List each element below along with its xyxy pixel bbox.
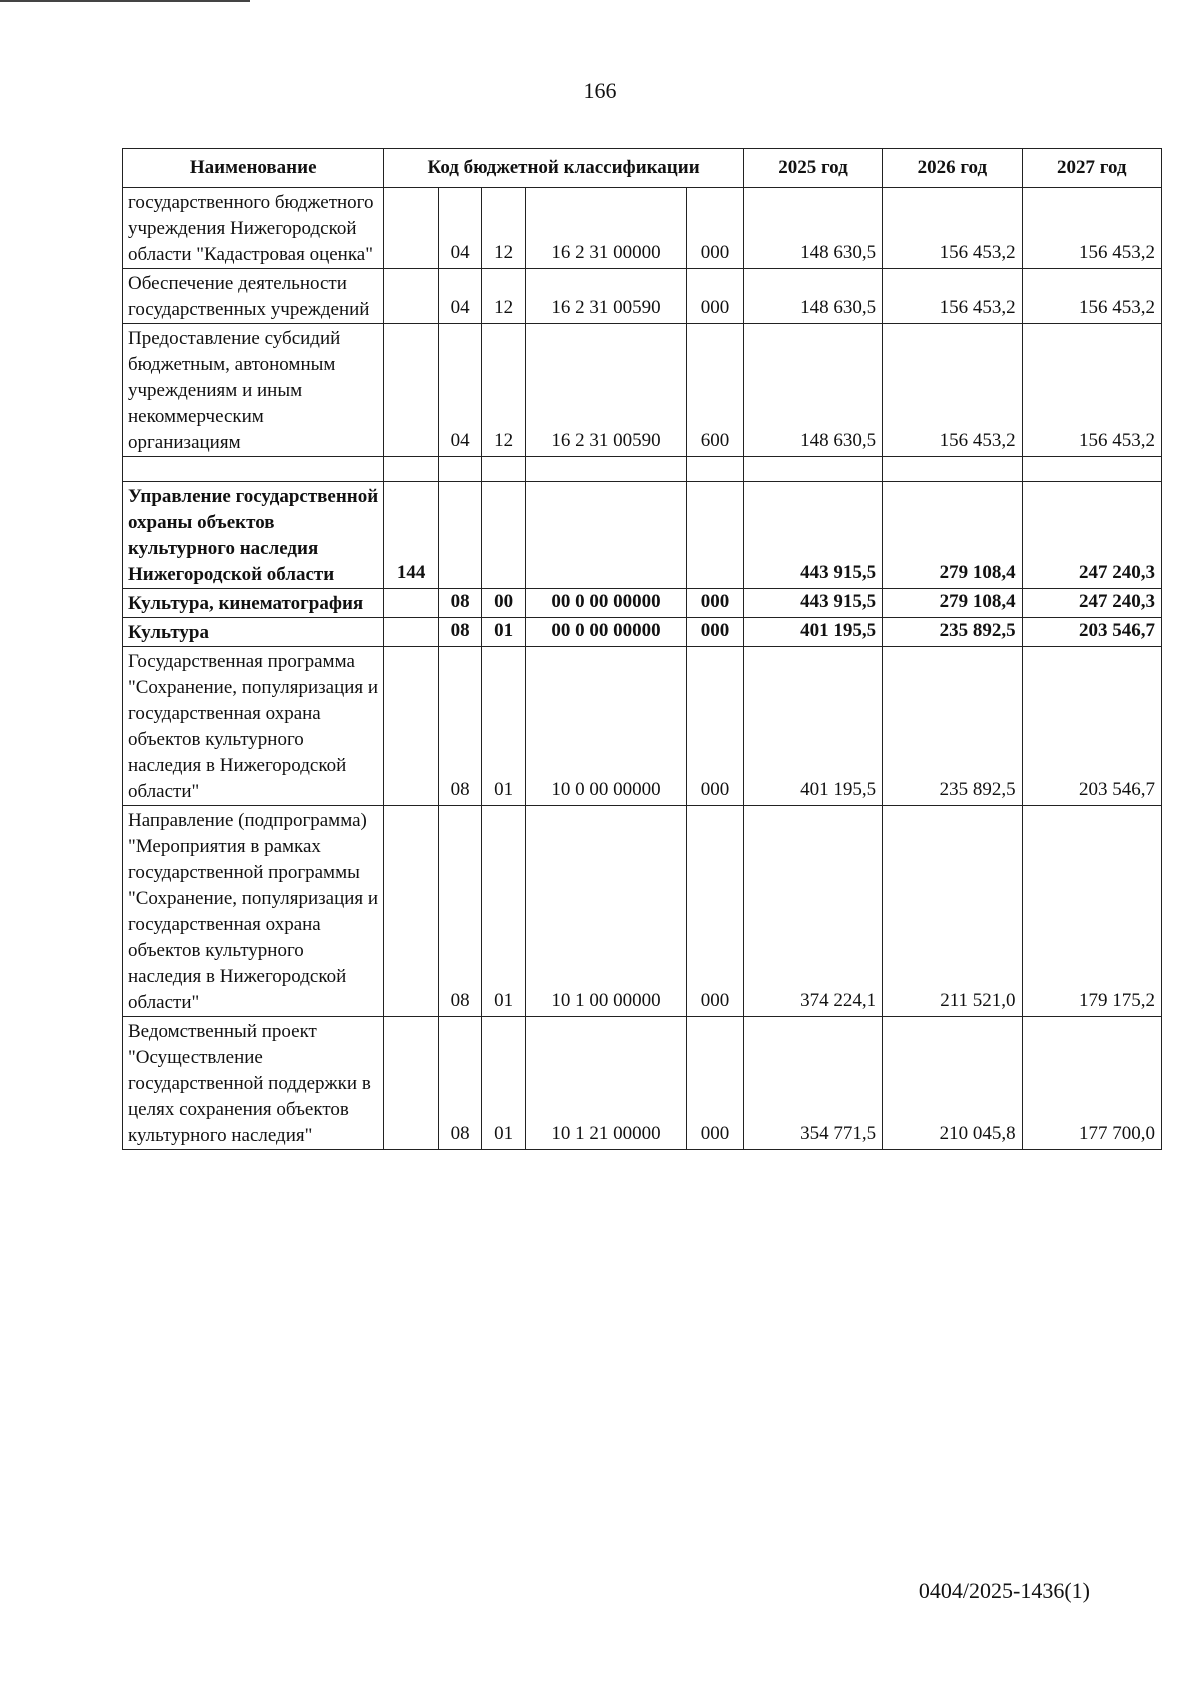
cell-vr: 000 xyxy=(687,647,744,806)
cell-gr: 144 xyxy=(384,482,438,589)
header-2026: 2026 год xyxy=(883,149,1022,188)
cell-vr: 000 xyxy=(687,269,744,324)
cell-csr: 00 0 00 00000 xyxy=(525,618,686,647)
header-code: Код бюджетной классификации xyxy=(384,149,743,188)
cell-vr xyxy=(687,482,744,589)
cell-vr: 000 xyxy=(687,618,744,647)
cell-gr xyxy=(384,806,438,1017)
cell-y2025: 443 915,5 xyxy=(743,482,882,589)
cell-y2025: 354 771,5 xyxy=(743,1017,882,1150)
cell-y2026: 156 453,2 xyxy=(883,324,1022,457)
table-row xyxy=(123,482,1162,589)
table-row xyxy=(123,806,1162,1017)
cell-name: Предоставление субсидий бюджетным, автономным учреждениям и иным некоммерческим организациям xyxy=(123,324,384,457)
cell-y2025: 401 195,5 xyxy=(743,618,882,647)
cell-csr: 00 0 00 00000 xyxy=(525,589,686,618)
top-rule xyxy=(0,0,250,2)
cell-name xyxy=(123,457,384,482)
cell-name: Управление государственной охраны объектов культурного наследия Нижегородской области xyxy=(123,482,384,589)
table-row xyxy=(123,589,1162,618)
cell-y2026: 279 108,4 xyxy=(883,589,1022,618)
cell-y2027 xyxy=(1022,457,1161,482)
cell-y2026: 235 892,5 xyxy=(883,618,1022,647)
document-code: 0404/2025-1436(1) xyxy=(918,1578,1090,1603)
cell-gr xyxy=(384,1017,438,1150)
cell-rz: 04 xyxy=(438,188,482,269)
cell-csr xyxy=(525,482,686,589)
cell-name: Направление (подпрограмма) "Мероприятия в рамках государственной программы "Сохранение, популяризация и государственная охрана объектов культурного наследия в Нижегородской области" xyxy=(123,806,384,1017)
cell-y2026: 156 453,2 xyxy=(883,188,1022,269)
cell-pr: 01 xyxy=(482,1017,526,1150)
cell-pr: 00 xyxy=(482,589,526,618)
cell-name: Государственная программа "Сохранение, популяризация и государственная охрана объектов культурного наследия в Нижегородской области" xyxy=(123,647,384,806)
cell-y2027: 177 700,0 xyxy=(1022,1017,1161,1150)
cell-gr xyxy=(384,589,438,618)
cell-rz: 08 xyxy=(438,806,482,1017)
cell-pr: 01 xyxy=(482,618,526,647)
cell-gr xyxy=(384,269,438,324)
cell-gr xyxy=(384,188,438,269)
cell-rz: 04 xyxy=(438,269,482,324)
cell-rz xyxy=(438,457,482,482)
cell-pr xyxy=(482,482,526,589)
table-row xyxy=(123,324,1162,457)
cell-pr: 12 xyxy=(482,324,526,457)
header-2025: 2025 год xyxy=(743,149,882,188)
cell-csr: 10 1 21 00000 xyxy=(525,1017,686,1150)
cell-y2025 xyxy=(743,457,882,482)
cell-y2025: 401 195,5 xyxy=(743,647,882,806)
table-row xyxy=(123,269,1162,324)
cell-pr: 01 xyxy=(482,647,526,806)
cell-y2026: 279 108,4 xyxy=(883,482,1022,589)
cell-vr: 000 xyxy=(687,589,744,618)
cell-y2026 xyxy=(883,457,1022,482)
table-header-row xyxy=(123,149,1162,188)
cell-name: Культура, кинематография xyxy=(123,589,384,618)
cell-y2027: 156 453,2 xyxy=(1022,188,1161,269)
cell-y2027: 156 453,2 xyxy=(1022,269,1161,324)
cell-gr xyxy=(384,457,438,482)
cell-csr: 16 2 31 00590 xyxy=(525,269,686,324)
cell-rz: 08 xyxy=(438,589,482,618)
budget-table xyxy=(122,148,1162,1150)
cell-y2026: 211 521,0 xyxy=(883,806,1022,1017)
cell-y2026: 210 045,8 xyxy=(883,1017,1022,1150)
cell-y2026: 235 892,5 xyxy=(883,647,1022,806)
cell-pr: 12 xyxy=(482,269,526,324)
cell-vr: 000 xyxy=(687,1017,744,1150)
cell-name: Ведомственный проект "Осуществление государственной поддержки в целях сохранения объектов культурного наследия" xyxy=(123,1017,384,1150)
cell-name: государственного бюджетного учреждения Нижегородской области "Кадастровая оценка" xyxy=(123,188,384,269)
cell-y2025: 148 630,5 xyxy=(743,269,882,324)
cell-csr: 16 2 31 00590 xyxy=(525,324,686,457)
cell-y2025: 148 630,5 xyxy=(743,324,882,457)
cell-y2025: 443 915,5 xyxy=(743,589,882,618)
cell-y2027: 247 240,3 xyxy=(1022,482,1161,589)
cell-rz: 08 xyxy=(438,647,482,806)
cell-csr: 10 0 00 00000 xyxy=(525,647,686,806)
header-2027: 2027 год xyxy=(1022,149,1161,188)
table-row xyxy=(123,618,1162,647)
page-number: 166 xyxy=(583,78,617,103)
cell-y2026: 156 453,2 xyxy=(883,269,1022,324)
cell-pr: 12 xyxy=(482,188,526,269)
cell-y2027: 247 240,3 xyxy=(1022,589,1161,618)
cell-pr xyxy=(482,457,526,482)
cell-pr: 01 xyxy=(482,806,526,1017)
cell-y2027: 203 546,7 xyxy=(1022,618,1161,647)
table-spacer-row xyxy=(123,457,1162,482)
cell-gr xyxy=(384,618,438,647)
cell-csr: 16 2 31 00000 xyxy=(525,188,686,269)
table-row xyxy=(123,188,1162,269)
cell-y2025: 374 224,1 xyxy=(743,806,882,1017)
cell-rz: 08 xyxy=(438,618,482,647)
header-name: Наименование xyxy=(123,149,384,188)
cell-vr: 000 xyxy=(687,188,744,269)
cell-vr xyxy=(687,457,744,482)
cell-rz xyxy=(438,482,482,589)
cell-name: Культура xyxy=(123,618,384,647)
table-row xyxy=(123,647,1162,806)
cell-y2025: 148 630,5 xyxy=(743,188,882,269)
cell-vr: 600 xyxy=(687,324,744,457)
cell-rz: 04 xyxy=(438,324,482,457)
cell-csr xyxy=(525,457,686,482)
cell-y2027: 179 175,2 xyxy=(1022,806,1161,1017)
cell-y2027: 156 453,2 xyxy=(1022,324,1161,457)
cell-gr xyxy=(384,324,438,457)
cell-y2027: 203 546,7 xyxy=(1022,647,1161,806)
table-row xyxy=(123,1017,1162,1150)
cell-name: Обеспечение деятельности государственных учреждений xyxy=(123,269,384,324)
cell-vr: 000 xyxy=(687,806,744,1017)
cell-gr xyxy=(384,647,438,806)
cell-csr: 10 1 00 00000 xyxy=(525,806,686,1017)
cell-rz: 08 xyxy=(438,1017,482,1150)
table-body xyxy=(123,188,1162,1150)
